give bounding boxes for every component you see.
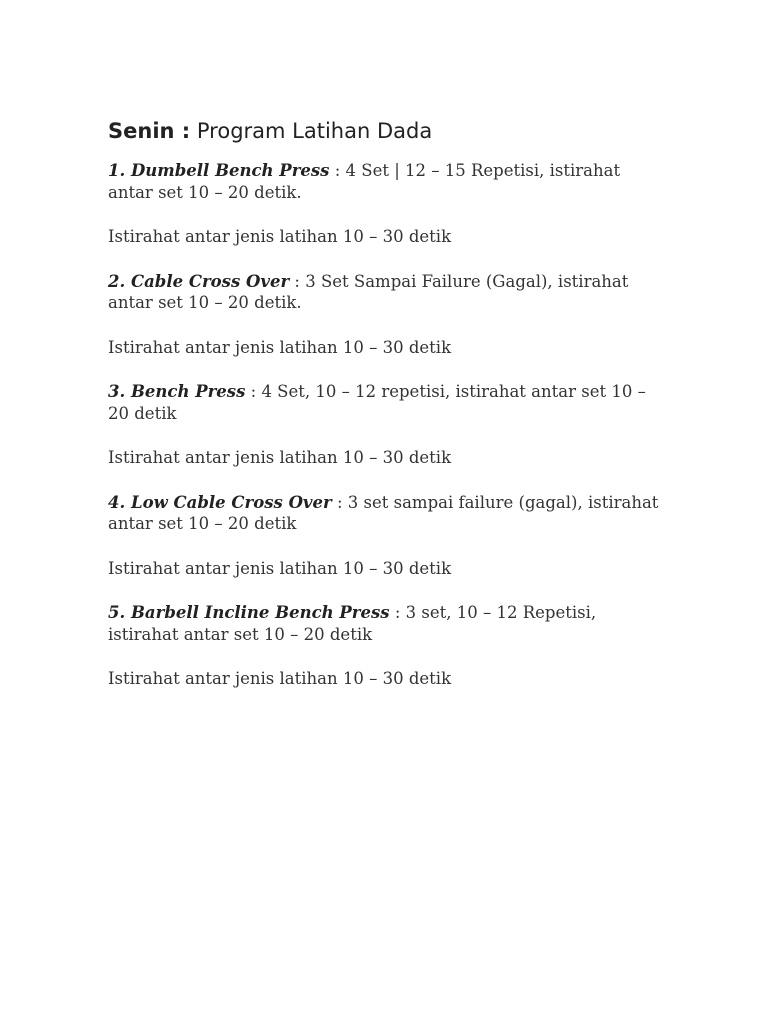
title-day: Senin : (108, 119, 191, 143)
page-title (108, 116, 668, 146)
rest-note-3: Istirahat antar jenis latihan 10 – 30 detik (108, 448, 452, 467)
exercise-4-detail: : 3 set sampai failure (gagal), istirahat antar set 10 – 20 detik (108, 492, 659, 533)
exercise-1-detail: : 4 Set | 12 – 15 Repetisi, istirahat antar set 10 – 20 detik. (108, 161, 621, 202)
exercise-3 (108, 381, 668, 424)
exercise-3-number: 3. (108, 382, 126, 401)
exercise-1-number: 1. (108, 161, 126, 180)
rest-note-4: Istirahat antar jenis latihan 10 – 30 detik (108, 558, 452, 578)
exercise-4-number: 4. (108, 492, 126, 512)
exercise-4-name: Low Cable Cross Over (130, 492, 332, 512)
exercise-2-detail: : 3 Set Sampai Failure (Gagal), istirahat antar set 10 – 20 detik. (108, 271, 629, 312)
exercise-2-name: Cable Cross Over (130, 271, 290, 291)
exercise-5-number: 5. (108, 603, 126, 622)
exercise-3-detail: : 4 Set, 10 – 12 repetisi, istirahat antar set 10 – 20 detik (108, 382, 646, 423)
exercise-5-detail: : 3 set, 10 – 12 Repetisi, istirahat antar set 10 – 20 detik (108, 603, 597, 644)
rest-note-1: Istirahat antar jenis latihan 10 – 30 detik (108, 227, 452, 246)
rest-note-2: Istirahat antar jenis latihan 10 – 30 detik (108, 337, 452, 357)
document-page (108, 116, 668, 713)
exercise-5-name: Barbell Incline Bench Press (130, 603, 390, 622)
exercise-3-name: Bench Press (130, 382, 246, 401)
exercise-4 (108, 492, 668, 535)
exercise-5 (108, 602, 668, 645)
rest-note-5: Istirahat antar jenis latihan 10 – 30 detik (108, 669, 452, 688)
exercise-1 (108, 160, 668, 203)
exercise-1-name: Dumbell Bench Press (130, 161, 330, 180)
title-text: Program Latihan Dada (196, 119, 433, 143)
exercise-2 (108, 271, 668, 314)
exercise-2-number: 2. (108, 271, 126, 291)
